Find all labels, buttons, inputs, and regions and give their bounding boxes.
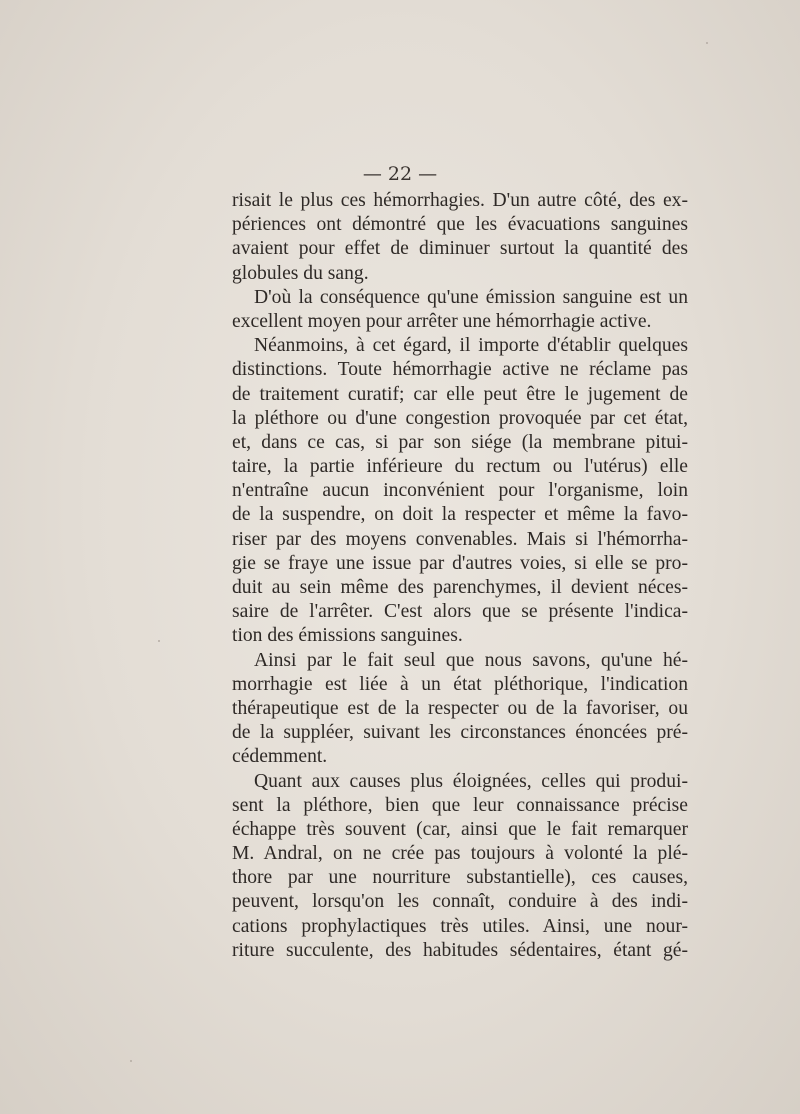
page-number: — 22 — [362, 163, 438, 185]
text-line: peuvent, lorsqu'on les connaît, conduire à des indi- [232, 891, 688, 913]
text-line: la pléthore ou d'une congestion provoquée par cet état, [232, 407, 688, 429]
text-line: globules du sang. [232, 262, 369, 284]
text-line: de la suppléer, suivant les circonstances énoncées pré- [232, 722, 688, 744]
paper-speck [706, 42, 708, 44]
text-line: tion des émissions sanguines. [232, 625, 463, 647]
text-line: de la suspendre, on doit la respecter et même la favo- [232, 504, 688, 526]
paper-speck [158, 640, 160, 642]
text-line: thérapeutique est de la respecter ou de la favoriser, ou [232, 697, 688, 719]
text-line: cations prophylactiques très utiles. Ainsi, une nour- [232, 915, 688, 937]
body-text [232, 189, 688, 963]
paper-speck [130, 1060, 132, 1062]
text-line: gie se fraye une issue par d'autres voies, si elle se pro- [232, 552, 688, 574]
text-line: de traitement curatif; car elle peut être le jugement de [232, 383, 688, 405]
text-line: et, dans ce cas, si par son siége (la membrane pitui- [232, 431, 688, 453]
text-line: excellent moyen pour arrêter une hémorrhagie active. [232, 310, 652, 332]
text-line: échappe très souvent (car, ainsi que le fait remarquer [232, 818, 688, 840]
text-line: n'entraîne aucun inconvénient pour l'organisme, loin [232, 480, 688, 502]
text-line: morrhagie est liée à un état pléthorique, l'indication [232, 673, 688, 695]
text-line: risait le plus ces hémorrhagies. D'un autre côté, des ex- [232, 190, 688, 211]
text-line: avaient pour effet de diminuer surtout la quantité des [232, 238, 688, 260]
text-line: duit au sein même des parenchymes, il devient néces- [232, 577, 688, 598]
text-line: thore par une nourriture substantielle), ces causes, [232, 867, 688, 889]
text-line: D'où la conséquence qu'une émission sanguine est un [254, 286, 688, 308]
text-line: riture succulente, des habitudes sédentaires, étant gé- [232, 939, 688, 961]
text-line: sent la pléthore, bien que leur connaissance précise [232, 794, 688, 816]
text-line: Néanmoins, à cet égard, il importe d'établir quelques [254, 335, 688, 357]
text-line: riser par des moyens convenables. Mais si l'hémorrha- [232, 528, 688, 550]
text-line: Ainsi par le fait seul que nous savons, qu'une hé- [254, 649, 688, 671]
text-line: saire de l'arrêter. C'est alors que se présente l'indica- [232, 601, 688, 623]
text-line: taire, la partie inférieure du rectum ou l'utérus) elle [232, 456, 688, 478]
text-line: cédemment. [232, 746, 328, 768]
text-line: Quant aux causes plus éloignées, celles qui produi- [254, 770, 688, 792]
text-line: périences ont démontré que les évacuations sanguines [232, 214, 688, 236]
text-line: M. Andral, on ne crée pas toujours à volonté la plé- [232, 843, 688, 865]
text-line: distinctions. Toute hémorrhagie active ne réclame pas [232, 359, 688, 381]
